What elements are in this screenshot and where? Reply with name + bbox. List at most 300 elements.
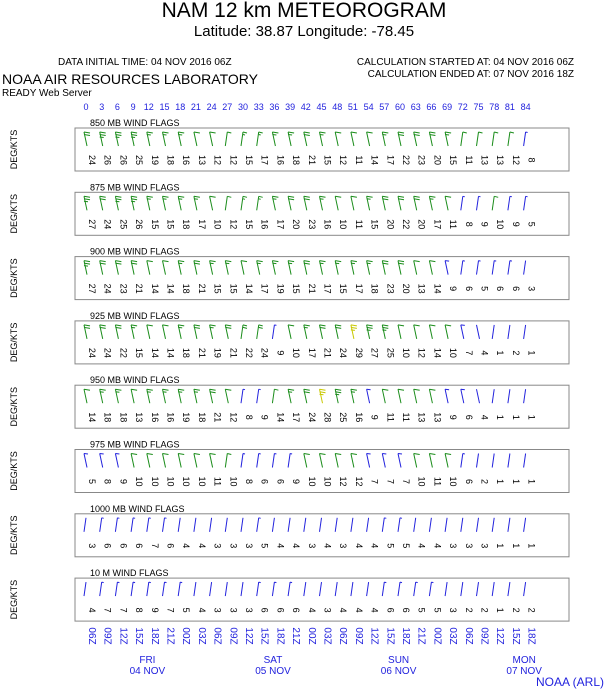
wind-barb-full <box>225 325 231 326</box>
wind-barb-full <box>194 261 200 262</box>
wind-barb-full <box>351 454 357 455</box>
calc-started-time: CALCULATION STARTED AT: 04 NOV 2016 06Z <box>356 57 574 68</box>
wind-speed-label: 14 <box>369 154 380 166</box>
wind-speed-label: 9 <box>510 221 521 227</box>
date-label: 04 NOV <box>129 666 166 677</box>
wind-barb-full <box>382 196 388 197</box>
wind-barb-staff <box>492 132 494 146</box>
wind-barb-staff <box>508 454 510 468</box>
wind-speed-label: 8 <box>134 607 145 613</box>
wind-barb-half <box>149 582 151 583</box>
wind-barb-half <box>131 327 135 328</box>
wind-barb-half <box>84 454 88 455</box>
wind-barb-full <box>304 389 310 390</box>
wind-speed-label: 6 <box>259 607 270 613</box>
wind-speed-label: 10 <box>448 476 459 487</box>
wind-speed-label: 24 <box>87 154 97 166</box>
wind-barb-half <box>400 518 402 519</box>
wind-barb-half <box>429 199 433 200</box>
wind-speed-label: 15 <box>291 283 302 294</box>
wind-speed-label: 18 <box>181 283 192 294</box>
wind-barb-staff <box>398 325 401 339</box>
wind-speed-label: 4 <box>353 543 364 549</box>
wind-speed-label: 7 <box>401 478 411 485</box>
wind-barb-staff <box>225 518 227 532</box>
wind-barb-half <box>100 454 104 455</box>
wind-barb-full <box>398 132 404 133</box>
wind-speed-label: 5 <box>401 543 411 549</box>
wind-barb-full <box>288 196 294 197</box>
wind-barb-full <box>210 454 216 455</box>
wind-barb-half <box>335 263 339 264</box>
wind-speed-label: 2 <box>510 350 521 356</box>
wind-speed-label: 10 <box>196 476 207 487</box>
wind-barb-staff <box>477 261 479 275</box>
wind-barb-full <box>272 132 278 133</box>
wind-barb-staff <box>178 518 180 532</box>
wind-barb-staff <box>414 325 417 339</box>
time-tick-label: 12Z <box>243 627 254 645</box>
wind-speed-label: 8 <box>526 157 537 163</box>
wind-barb-staff <box>524 518 526 532</box>
wind-speed-label: 18 <box>118 412 129 423</box>
wind-barb-staff <box>367 132 370 146</box>
wind-barb-staff <box>225 454 227 468</box>
wind-barb-half <box>351 392 355 393</box>
wind-barb-full <box>429 261 435 262</box>
wind-barb-full <box>147 454 153 455</box>
wind-barb-full <box>429 325 435 326</box>
date-label: 05 NOV <box>255 666 291 677</box>
wind-speed-label: 1 <box>495 607 506 613</box>
wind-speed-label: 16 <box>149 412 160 423</box>
wind-barb-full <box>320 454 326 455</box>
wind-speed-label: 25 <box>118 219 129 230</box>
wind-speed-label: 18 <box>181 347 192 358</box>
wind-barb-half <box>431 582 433 583</box>
wind-speed-label: 12 <box>338 154 349 166</box>
wind-speed-label: 18 <box>369 283 380 294</box>
wind-barb-full <box>414 132 420 133</box>
wind-speed-label: 9 <box>448 286 459 292</box>
wind-speed-label: 6 <box>495 286 506 292</box>
wind-speed-label: 12 <box>416 347 427 358</box>
wind-speed-label: 20 <box>416 219 427 230</box>
wind-speed-label: 15 <box>212 283 223 294</box>
wind-speed-label: 21 <box>306 154 317 166</box>
wind-speed-label: 16 <box>353 412 364 423</box>
wind-speed-label: 20 <box>385 219 396 230</box>
wind-barb-staff <box>492 582 494 596</box>
wind-barb-full <box>320 261 326 262</box>
forecast-hour-label: 75 <box>473 102 484 112</box>
wind-barb-full <box>147 389 153 390</box>
forecast-hour-label: 9 <box>130 102 136 112</box>
day-label: SAT <box>263 655 283 666</box>
forecast-hour-label: 0 <box>83 102 89 112</box>
wind-barb-half <box>117 582 119 583</box>
wind-speed-label: 6 <box>134 543 145 549</box>
wind-barb-staff <box>351 196 354 210</box>
panel-ylabel: DEG/KTS <box>9 579 19 620</box>
wind-speed-label: 25 <box>385 347 396 358</box>
time-tick-label: 09Z <box>101 627 113 645</box>
wind-speed-label: 10 <box>416 476 427 487</box>
time-tick-label: 09Z <box>227 627 239 645</box>
wind-barb-half <box>445 261 449 262</box>
wind-speed-label: 3 <box>448 607 459 613</box>
wind-barb-full <box>163 196 169 197</box>
wind-barb-full <box>398 196 404 197</box>
panel-title: 875 MB WIND FLAGS <box>90 182 180 193</box>
wind-speed-label: 19 <box>275 283 286 294</box>
wind-speed-label: 25 <box>338 412 349 423</box>
wind-barb-full <box>510 132 514 133</box>
wind-barb-staff <box>351 582 353 596</box>
wind-barb-full <box>163 132 169 133</box>
location-subtitle: Latitude: 38.87 Longitude: -78.45 <box>193 23 415 40</box>
forecast-hour-label: 27 <box>222 102 233 112</box>
wind-speed-label: 1 <box>526 414 537 420</box>
wind-barb-staff <box>147 518 149 532</box>
wind-speed-label: 13 <box>432 412 443 423</box>
wind-speed-label: 10 <box>338 219 349 230</box>
wind-barb-staff <box>257 454 259 468</box>
wind-barb-full <box>335 196 341 197</box>
wind-speed-label: 7 <box>385 478 396 485</box>
wind-speed-label: 2 <box>479 478 490 485</box>
wind-barb-half <box>445 389 449 390</box>
wind-barb-staff <box>147 325 150 339</box>
wind-speed-label: 10 <box>448 347 459 358</box>
wind-barb-half <box>165 518 167 519</box>
wind-barb-staff <box>508 132 510 146</box>
wind-barb-full <box>288 261 294 262</box>
wind-barb-staff <box>257 196 259 210</box>
wind-barb-full <box>210 196 216 197</box>
wind-barb-full <box>178 325 184 326</box>
time-tick-label: 15Z <box>384 627 396 645</box>
wind-barb-full <box>494 132 498 133</box>
wind-barb-half <box>243 135 245 136</box>
wind-barb-full <box>429 132 435 133</box>
wind-speed-label: 7 <box>118 607 129 613</box>
wind-barb-staff <box>335 196 338 210</box>
wind-barb-full <box>272 196 278 197</box>
wind-barb-half <box>133 518 135 519</box>
wind-speed-label: 15 <box>134 347 145 358</box>
wind-speed-label: 18 <box>102 412 113 423</box>
wind-barb-full <box>367 261 373 262</box>
wind-speed-label: 3 <box>322 607 333 613</box>
wind-barb-staff <box>382 582 384 596</box>
wind-speed-label: 4 <box>322 543 333 549</box>
wind-speed-label: 3 <box>87 543 97 549</box>
wind-speed-label: 10 <box>165 476 176 487</box>
wind-speed-label: 28 <box>322 412 333 423</box>
wind-barb-staff <box>351 518 353 532</box>
wind-barb-half <box>274 325 276 326</box>
time-tick-label: 03Z <box>321 627 333 645</box>
wind-barb-staff <box>335 582 337 596</box>
wind-barb-staff <box>445 261 448 275</box>
wind-barb-full <box>227 454 231 455</box>
wind-speed-label: 9 <box>448 414 459 420</box>
wind-barb-staff <box>320 454 323 468</box>
wind-barb-half <box>461 325 465 326</box>
wind-barb-full <box>100 132 106 133</box>
wind-speed-label: 27 <box>87 219 97 230</box>
wind-barb-half <box>243 389 245 390</box>
time-tick-label: 00Z <box>431 627 443 645</box>
wind-barb-half <box>243 199 245 200</box>
wind-speed-label: 15 <box>228 283 239 294</box>
wind-barb-full <box>429 454 435 455</box>
wind-speed-label: 14 <box>87 412 97 423</box>
wind-barb-staff <box>429 582 431 596</box>
wind-speed-label: 16 <box>275 154 286 166</box>
panel-title: 975 MB WIND FLAGS <box>90 439 180 450</box>
wind-barb-full <box>227 132 231 133</box>
wind-barb-staff <box>194 132 197 146</box>
wind-barb-staff <box>445 454 448 468</box>
wind-barb-staff <box>445 389 448 403</box>
wind-barb-half <box>351 330 355 331</box>
wind-barb-full <box>115 325 121 326</box>
wind-barb-full <box>163 325 169 326</box>
wind-barb-full <box>335 325 341 326</box>
wind-barb-staff <box>304 454 307 468</box>
wind-barb-half <box>147 392 151 393</box>
wind-barb-full <box>194 389 200 390</box>
wind-speed-label: 10 <box>401 347 411 358</box>
wind-barb-staff <box>524 454 526 468</box>
wind-barb-full <box>84 132 90 133</box>
wind-barb-half <box>367 389 371 390</box>
wind-barb-half <box>163 392 167 393</box>
wind-speed-label: 21 <box>134 283 145 294</box>
wind-speed-label: 1 <box>495 478 506 485</box>
wind-barb-half <box>290 582 292 583</box>
day-label: MON <box>512 655 536 666</box>
wind-barb-half <box>147 199 151 200</box>
wind-speed-label: 24 <box>338 347 349 358</box>
wind-barb-half <box>178 392 182 393</box>
wind-barb-staff <box>492 196 494 210</box>
wind-speed-label: 10 <box>495 219 506 230</box>
wind-speed-label: 1 <box>526 543 537 549</box>
page-title: NAM 12 km METEOROGRAM <box>161 0 447 22</box>
wind-barb-staff <box>84 389 87 403</box>
wind-speed-label: 3 <box>526 286 537 292</box>
wind-barb-staff <box>84 582 86 596</box>
wind-barb-staff <box>477 196 479 210</box>
wind-barb-full <box>429 196 435 197</box>
time-tick-label: 03Z <box>447 627 459 645</box>
wind-speed-label: 11 <box>353 219 364 229</box>
wind-barb-staff <box>398 389 401 403</box>
wind-barb-staff <box>429 389 432 403</box>
wind-speed-label: 12 <box>510 154 521 166</box>
wind-speed-label: 13 <box>196 154 207 166</box>
wind-barb-half <box>133 582 135 583</box>
wind-speed-label: 24 <box>259 347 270 358</box>
wind-speed-label: 5 <box>432 607 443 613</box>
wind-barb-half <box>102 582 104 583</box>
time-tick-label: 03Z <box>195 627 207 645</box>
wind-speed-label: 8 <box>244 478 254 485</box>
wind-barb-full <box>163 454 169 455</box>
wind-speed-label: 3 <box>244 543 254 549</box>
wind-barb-staff <box>461 582 463 596</box>
wind-barb-half <box>288 263 292 264</box>
wind-speed-label: 7 <box>149 543 160 549</box>
wind-barb-half <box>178 135 182 136</box>
forecast-hour-label: 6 <box>114 102 120 112</box>
wind-barb-full <box>367 196 373 197</box>
wind-speed-label: 26 <box>102 154 113 166</box>
footer-credit: NOAA (ARL) <box>535 675 604 689</box>
time-tick-label: 12Z <box>368 627 380 645</box>
wind-barb-half <box>461 389 465 390</box>
wind-barb-staff <box>84 454 87 468</box>
wind-barb-full <box>414 196 420 197</box>
wind-barb-full <box>131 454 137 455</box>
wind-barb-half <box>272 263 276 264</box>
wind-barb-full <box>320 389 326 390</box>
wind-barb-half <box>165 582 167 583</box>
wind-barb-staff <box>445 518 447 532</box>
time-tick-label: 18Z <box>400 627 411 645</box>
wind-barb-staff <box>84 518 86 532</box>
wind-speed-label: 17 <box>259 283 270 294</box>
wind-speed-label: 22 <box>244 347 254 358</box>
wind-barb-staff <box>100 454 103 468</box>
wind-barb-staff <box>414 389 417 403</box>
wind-speed-label: 19 <box>149 154 160 166</box>
wind-speed-label: 1 <box>510 478 521 485</box>
time-tick-label: 06Z <box>211 627 223 645</box>
wind-barb-half <box>351 263 355 264</box>
wind-barb-full <box>194 196 200 197</box>
wind-barb-full <box>367 325 373 326</box>
wind-speed-label: 3 <box>448 543 459 549</box>
wind-barb-staff <box>304 582 306 596</box>
wind-speed-label: 3 <box>338 543 349 549</box>
wind-speed-label: 15 <box>149 219 160 230</box>
wind-barb-half <box>274 454 276 455</box>
wind-barb-staff <box>163 582 165 596</box>
wind-speed-label: 9 <box>275 350 286 356</box>
wind-barb-full <box>259 325 263 326</box>
wind-barb-staff <box>429 261 432 275</box>
forecast-hour-label: 69 <box>442 102 453 112</box>
wind-barb-staff <box>194 454 197 468</box>
wind-speed-label: 21 <box>228 347 239 358</box>
wind-speed-label: 22 <box>401 219 411 230</box>
panel-title: 1000 MB WIND FLAGS <box>90 503 185 514</box>
wind-speed-label: 13 <box>134 412 145 423</box>
time-tick-label: 18Z <box>525 627 537 645</box>
wind-barb-half <box>335 394 339 395</box>
wind-barb-staff <box>492 518 494 532</box>
wind-barb-half <box>100 392 104 393</box>
wind-barb-staff <box>445 325 448 339</box>
calc-ended-time: CALCULATION ENDED AT: 07 NOV 2016 18Z <box>367 69 574 80</box>
forecast-hour-label: 81 <box>504 102 515 112</box>
wind-barb-full <box>398 325 404 326</box>
wind-speed-label: 3 <box>212 607 223 613</box>
wind-barb-half <box>398 454 402 455</box>
wind-speed-label: 1 <box>495 543 506 549</box>
wind-speed-label: 18 <box>181 219 192 230</box>
wind-speed-label: 10 <box>149 476 160 487</box>
wind-barb-half <box>100 137 104 138</box>
wind-speed-label: 4 <box>87 607 97 613</box>
wind-barb-staff <box>225 196 227 210</box>
wind-barb-full <box>320 132 326 133</box>
wind-speed-label: 2 <box>510 607 521 613</box>
wind-barb-staff <box>272 454 274 468</box>
wind-barb-staff <box>492 454 494 468</box>
wind-barb-staff <box>131 582 133 596</box>
time-tick-label: 06Z <box>337 627 349 645</box>
wind-barb-full <box>274 389 278 390</box>
wind-barb-staff <box>461 389 464 403</box>
time-tick-label: 06Z <box>462 627 474 645</box>
wind-barb-full <box>351 132 357 133</box>
wind-speed-label: 3 <box>479 543 490 549</box>
wind-barb-full <box>304 196 310 197</box>
wind-speed-label: 24 <box>102 283 113 294</box>
wind-barb-half <box>194 199 198 200</box>
wind-barb-half <box>367 263 371 264</box>
wind-barb-half <box>149 518 151 519</box>
wind-barb-staff <box>288 518 290 532</box>
forecast-hour-label: 3 <box>99 102 105 112</box>
forecast-hour-label: 54 <box>363 102 374 112</box>
wind-speed-label: 25 <box>134 154 145 166</box>
wind-barb-full <box>194 325 200 326</box>
panel-title: 925 MB WIND FLAGS <box>90 310 180 321</box>
wind-barb-staff <box>335 454 338 468</box>
wind-barb-staff <box>524 389 526 403</box>
wind-speed-label: 24 <box>102 347 113 358</box>
wind-speed-label: 26 <box>118 154 129 166</box>
wind-barb-half <box>178 263 182 264</box>
wind-barb-half <box>367 199 371 200</box>
wind-barb-full <box>288 132 294 133</box>
wind-barb-full <box>178 454 184 455</box>
wind-barb-staff <box>461 518 463 532</box>
wind-speed-label: 3 <box>306 543 317 549</box>
forecast-hour-label: 63 <box>410 102 421 112</box>
wind-barb-full <box>320 196 326 197</box>
wind-speed-label: 14 <box>244 283 254 294</box>
wind-barb-full <box>131 389 137 390</box>
wind-speed-label: 17 <box>275 219 286 230</box>
organization-name: NOAA AIR RESOURCES LABORATORY <box>2 71 258 87</box>
wind-speed-label: 1 <box>495 350 506 356</box>
wind-speed-label: 4 <box>479 350 490 356</box>
wind-barb-staff <box>320 582 322 596</box>
wind-speed-label: 15 <box>322 154 333 166</box>
wind-barb-staff <box>304 518 306 532</box>
wind-barb-half <box>400 582 402 583</box>
wind-speed-label: 17 <box>196 219 207 230</box>
wind-speed-label: 22 <box>118 347 129 358</box>
wind-barb-half <box>288 135 292 136</box>
